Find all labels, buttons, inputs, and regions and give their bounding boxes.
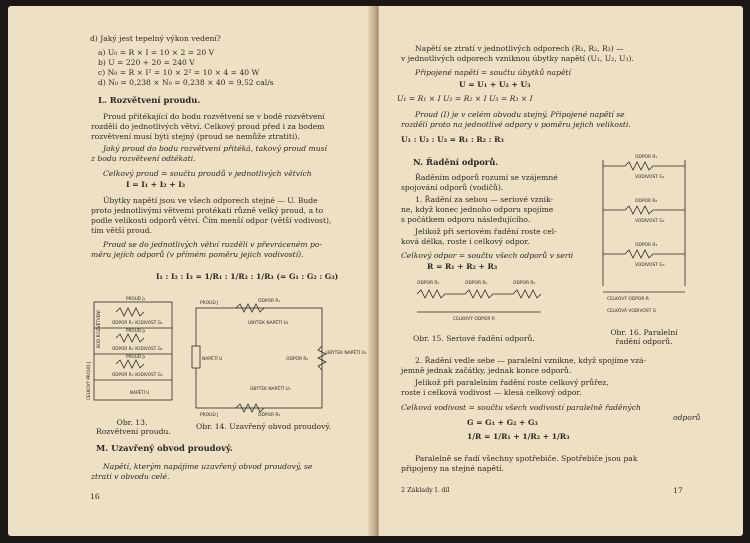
paragraph-line: Proud (I) je v celém obvodu stejný. Připojené napětí se — [415, 110, 625, 119]
paragraph-line: spojování odporů (vodičů). — [401, 183, 504, 192]
answer-a: a) U₀ = R × I = 10 × 2 = 20 V — [98, 48, 215, 57]
fig14-label: ODPOR R₁ — [258, 299, 281, 304]
fig14-label: NAPĚTÍ U — [202, 357, 223, 362]
series-resistors — [417, 290, 541, 298]
caption-fig16-title: řadění odporů. — [615, 337, 673, 346]
fig13-label: BOD ROZVĚTVENÍ — [96, 310, 101, 348]
fig16-label: CELKOVÝ ODPOR R — [607, 297, 649, 302]
paragraph-line: roste i celková vodivost — klesá celkový odpor. — [401, 388, 582, 397]
paragraph-line: ne, když konec jednoho odporu spojíme — [401, 205, 554, 214]
fig15-label: CELKOVÝ ODPOR R — [453, 317, 495, 322]
formula-voltage-ratio: U₁ : U₂ : U₃ = R₁ : R₂ : R₃ — [401, 135, 504, 144]
fig13-label: ODPOR R₃ VODIVOST G₃ — [112, 372, 163, 377]
paragraph-line: tím větší proud. — [91, 226, 152, 235]
resistor-r2 — [603, 206, 685, 214]
fig13-label: ODPOR R₁ VODIVOST G₁ — [112, 320, 163, 325]
left-page — [8, 6, 375, 536]
paragraph-line: 2. Řadění vedle sebe — paralelní vznikne, když spojíme vzá- — [415, 356, 647, 365]
paragraph-line: rozvětvení musí býti stejný (proud se nemůže ztratiti). — [91, 132, 300, 141]
paragraph-line: ková délka, roste i celkový odpor. — [401, 237, 530, 246]
fig16-label: ODPOR R₂ — [635, 199, 658, 204]
caption-fig14: Obr. 14. Uzavřený obvod proudový. — [196, 422, 332, 431]
answer-c: c) N₀ = R × I² = 10 × 2² = 10 × 4 = 40 W — [98, 68, 260, 77]
right-page — [379, 6, 743, 536]
paragraph-line: proto jednotlivými větvemi protékati různě velký proud, a to — [91, 206, 324, 215]
paragraph-line: Řaděním odporů rozumí se vzájemné — [415, 173, 558, 182]
fig16-label: CELKOVÁ VODIVOST G — [607, 309, 657, 314]
answer-d: d) N₀ = 0,238 × N₀ = 0,238 × 40 = 9,52 cal/s — [98, 78, 274, 87]
fig16-label: VODIVOST G₁ — [635, 175, 665, 180]
fig13-label: PROUD J₁ — [126, 296, 146, 301]
paragraph-line: v jednotlivých odporech vzniknou úbytky napětí (U₁, U₂, U₃). — [401, 54, 634, 63]
fig14-label: ÚBYTEK NAPĚTÍ U₃ — [250, 387, 291, 392]
rule-line: Celkový odpor = součtu všech odporů v serii — [401, 251, 574, 260]
fig15-label: ODPOR R₂ — [465, 281, 488, 286]
paragraph-line: Jaký proud do bodu rozvětvení přitéká, takový proud musí — [103, 144, 327, 153]
caption-fig13: Obr. 13. — [116, 418, 148, 427]
fig15-label: ODPOR R₃ — [513, 281, 536, 286]
rule-line-end: odporů — [673, 413, 701, 422]
fig13-label: CELKOVÝ PROUD J — [86, 362, 91, 400]
formula-current-sum: I = I₁ + I₂ + I₃ — [126, 180, 186, 189]
resistor-r3 — [116, 360, 144, 368]
fig15-label: ODPOR R₁ — [417, 281, 440, 286]
paragraph-line: z bodu rozvětvení odtékati. — [91, 154, 196, 163]
section-heading-l: L. Rozvětvení proudu. — [98, 95, 201, 105]
figures-13-14 — [86, 288, 376, 418]
paragraph-line: Proud se do jednotlivých větví rozdělí v převráceném po- — [103, 240, 323, 249]
fig14-label: PROUD J — [200, 413, 219, 418]
paragraph-line: Jelikož při seriovém řadění roste cel- — [415, 227, 557, 236]
paragraph-line: rozdělí do jednotlivých větví. Celkový proud před i za bodem — [91, 122, 325, 131]
section-heading-m: M. Uzavřený obvod proudový. — [96, 443, 233, 453]
answer-b: b) U = 220 + 20 = 240 V — [98, 58, 195, 67]
formula-current-ratio: I₁ : I₂ : I₃ = 1/R₁ : 1/R₂ : 1/R₃ (= G₁ : G₂ : G₃) — [156, 272, 339, 281]
caption-fig13-title: Rozvětvení proudu. — [96, 427, 171, 436]
figure-13-branching — [94, 302, 172, 400]
paragraph-line: podle velikosti odporů větví. Čím menší odpor (větší vodivost), — [91, 216, 332, 225]
fig14-label: ODPOR R₂ — [286, 357, 309, 362]
resistor-r1 — [116, 308, 144, 316]
formula-series: R = R₁ + R₂ + R₃ — [427, 262, 498, 271]
fig13-label: PROUD J₂ — [126, 328, 146, 333]
page-number: 16 — [90, 492, 100, 501]
resistor-r1 — [603, 162, 685, 170]
caption-fig15: Obr. 15. Seriové řadění odporů. — [413, 334, 535, 343]
paragraph-line: Paralelně se řadí všechny spotřebiče. Spotřebiče jsou pak — [415, 454, 638, 463]
rule-line: Připojené napětí = součtu úbytků napětí — [415, 68, 571, 77]
page-number: 17 — [673, 486, 683, 495]
signature-mark: 2 Základy I. díl — [401, 486, 450, 494]
resistor-r3 — [603, 250, 685, 258]
fig14-label: PROUD J — [200, 301, 219, 306]
fig16-label: VODIVOST G₂ — [635, 219, 665, 224]
section-heading-n: N. Řadění odporů. — [413, 157, 499, 167]
formula-voltage-sum: U = U₁ + U₂ + U₃ — [459, 80, 531, 89]
fig14-label: ÚBYTEK NAPĚTÍ U₂ — [326, 351, 367, 356]
fig14-label: ÚBYTEK NAPĚTÍ U₁ — [248, 321, 289, 326]
fig16-label: VODIVOST G₃ — [635, 263, 665, 268]
paragraph-line: 1. Řadění za sebou — seriové vznik- — [415, 195, 554, 204]
paragraph-line: s počátkem odporu následujícího. — [401, 215, 531, 224]
caption-fig16: Obr. 16. Paralelní — [610, 328, 678, 337]
fig14-label: ODPOR R₃ — [258, 413, 281, 418]
fig13-label: PROUD J₃ — [126, 354, 146, 359]
paragraph-line: Napětí, kterým napájíme uzavřený obvod proudový, se — [103, 462, 313, 471]
paragraph-line: Jelikož při paralelním řadění roste celkový průřez, — [415, 378, 609, 387]
rule-line: Celková vodivost = součtu všech vodivostí paralelně řaděných — [401, 403, 641, 412]
paragraph-line: připojeny na stejné napětí. — [401, 464, 504, 473]
paragraph-line: Napětí se ztratí v jednotlivých odporech (R₁, R₂, R₃) — — [415, 44, 624, 53]
rule-line: Celkový proud = součtu proudů v jednotlivých větvích — [103, 169, 312, 178]
resistor-r2 — [116, 334, 144, 342]
formula-voltage-drops: U₁ = R₁ × I U₂ = R₂ × I U₃ = R₃ × I — [397, 94, 533, 103]
formula-reciprocal-resistance: 1/R = 1/R₁ + 1/R₂ + 1/R₃ — [467, 432, 570, 441]
question-d: d) Jaký jest tepelný výkon vedení? — [90, 34, 221, 43]
fig13-label: ODPOR R₂ VODIVOST G₂ — [112, 346, 163, 351]
fig13-label: NAPĚTÍ U — [130, 390, 150, 395]
figure-15-series — [397, 272, 607, 332]
fig13-frame — [94, 302, 172, 400]
fig16-label: ODPOR R₃ — [635, 243, 658, 248]
voltage-source — [192, 346, 200, 368]
paragraph-line: rozdělí proto na jednotlivé odpory v poměru jejich velikosti. — [401, 120, 631, 129]
paragraph-line: Proud přitékající do bodu rozvětvení se v bodě rozvětvení — [103, 112, 325, 121]
figure-16-parallel — [595, 146, 695, 326]
formula-conductance-sum: G = G₁ + G₂ + G₃ — [467, 418, 538, 427]
paragraph-line: ztratí v obvodu celé. — [91, 472, 170, 481]
paragraph-line: měru jejích odporů (v přímém poměru jejich vodivostí). — [91, 250, 304, 259]
fig16-label: ODPOR R₁ — [635, 155, 658, 160]
paragraph-line: Úbytky napětí jsou ve všech odporech stejné — U. Bude — [103, 196, 318, 205]
paragraph-line: jemně jednak začátky, jednak konce odporů. — [401, 366, 572, 375]
